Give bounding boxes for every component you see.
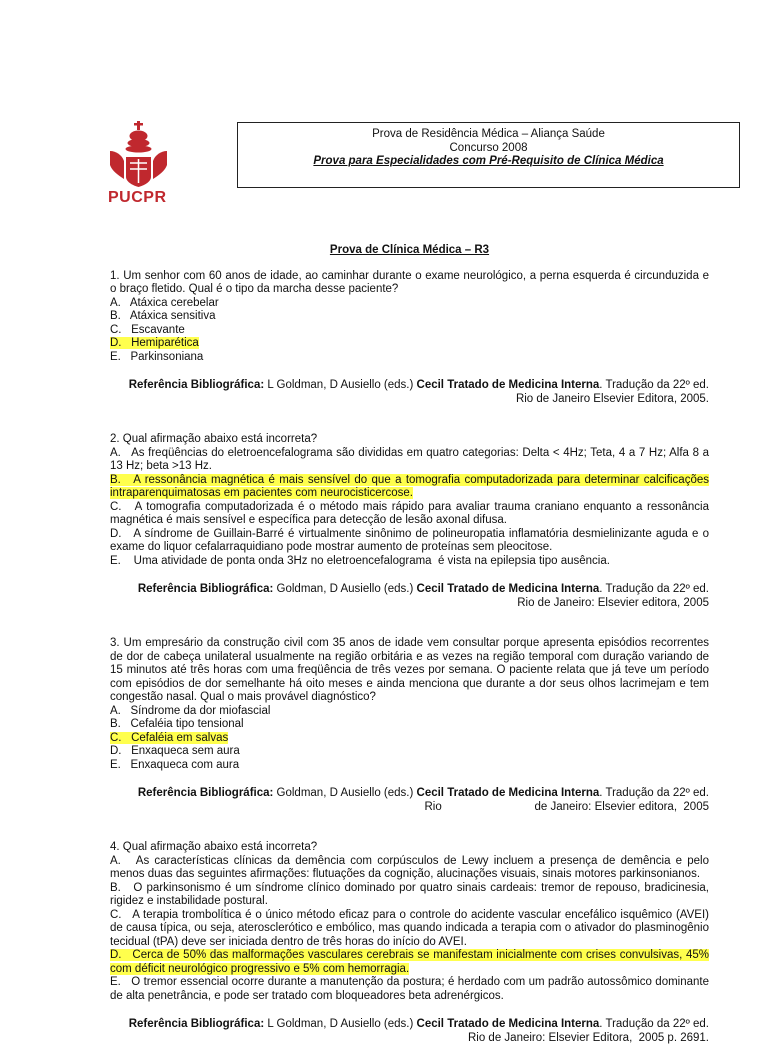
question-stem: 4. Qual afirmação abaixo está incorreta?: [110, 841, 318, 853]
reference-publisher: Rio de Janeiro: Elsevier editora, 2005: [517, 596, 709, 609]
highlighted-answer: D. Hemiparética: [110, 337, 199, 349]
option-d: D. A síndrome de Guillain-Barré é virtualmente sinônimo de polineuropatia inflamatória desmielinizante aguda e o exame do liquor cefalarraquidiano pode mostrar aumento de proteínas sem pleocitose.: [110, 527, 709, 553]
reference-book: Cecil Tratado de Medicina Interna: [416, 787, 600, 799]
reference-city: Rio: [424, 800, 442, 813]
header-line-2: Concurso 2008: [449, 141, 528, 154]
reference-label: Referência Bibliográfica:: [137, 787, 274, 799]
bibliographic-reference: [110, 787, 709, 814]
option-c: C. Escavante: [110, 323, 185, 336]
option-a: A. As freqüências do eletroencefalograma são divididas em quatro categorias: Delta < 4Hz; Teta, 4 a 7 Hz; Alfa 8 a 13 Hz; beta >13 Hz.: [110, 446, 709, 472]
option-c: C. A tomografia computadorizada é o método mais rápido para avaliar trauma craniano enquanto a ressonância magnética é mais sensível e específica para detecção de lesão axonal difusa.: [110, 500, 709, 526]
reference-authors: Goldman, D Ausiello (eds.): [273, 787, 417, 799]
reference-label: Referência Bibliográfica:: [137, 583, 274, 595]
option-a: A. Síndrome da dor miofascial: [110, 704, 271, 717]
reference-label: Referência Bibliográfica:: [128, 1018, 265, 1030]
reference-authors: L Goldman, D Ausiello (eds.): [264, 1018, 417, 1030]
reference-edition: . Tradução da 22º ed.: [599, 1018, 709, 1030]
reference-edition: . Tradução da 22º ed.: [599, 583, 709, 595]
option-b-answer: [110, 474, 709, 501]
option-b: B. Atáxica sensitiva: [110, 310, 216, 322]
question-4: [110, 841, 709, 1045]
reference-edition: . Tradução da 22º ed.: [599, 787, 709, 799]
reference-book: Cecil Tratado de Medicina Interna: [416, 583, 600, 595]
question-2: [110, 433, 709, 610]
bibliographic-reference: [110, 1018, 709, 1045]
question-3: [110, 637, 709, 814]
option-e: E. Uma atividade de ponta onda 3Hz no eletroencefalograma é vista na epilepsia tipo ausência.: [110, 554, 610, 567]
reference-label: Referência Bibliográfica:: [128, 379, 265, 391]
reference-publisher: Rio de Janeiro Elsevier Editora, 2005.: [515, 392, 709, 405]
exam-content: [110, 244, 709, 1045]
option-e: E. O tremor essencial ocorre durante a manutenção da postura; é herdado com um padrão autossômico dominante de alta penetrância, e pode ser tratado com bloqueadores beta adrenérgicos.: [110, 976, 709, 1002]
highlighted-answer: D. Cerca de 50% das malformações vasculares cerebrais se manifestam inicialmente com crises convulsivas, 45% com déficit neurológico progressivo e 5% com hemorragia.: [110, 949, 709, 975]
option-a: A. As características clínicas da demência com corpúsculos de Lewy incluem a presença de demência e pelo menos duas das seguintes afirmações: flutuações da cognição, alucinações visuais, sinais motores parkinsonianos.: [110, 854, 709, 880]
logo-text: PUCPR: [108, 189, 167, 206]
exam-header-box: [237, 122, 740, 188]
option-d-answer: [110, 337, 709, 351]
question-stem: 3. Um empresário da construção civil com 35 anos de idade vem consultar porque apresenta episódios recorrentes de dor de cabeça unilateral usualmente na região orbitária e as vezes na região temporal com duração variando de 15 minutos até três horas com uma freqüência de três vezes por semana. O paciente relata que já teve um período com episódios de dor semelhante há oito meses e ainda menciona que durante a dor seus olhos lacrimejam e tem congestão nasal. Qual o mais provável diagnóstico?: [110, 637, 709, 703]
question-stem: 2. Qual afirmação abaixo está incorreta?: [110, 433, 318, 445]
reference-book: Cecil Tratado de Medicina Interna: [416, 1018, 600, 1030]
bibliographic-reference: [110, 583, 709, 610]
option-b: B. Cefaléia tipo tensional: [110, 718, 244, 730]
option-b: B. O parkinsonismo é um síndrome clínico dominado por quatro sinais cardeais: tremor de repouso, bradicinesia, rigidez e instabilidade postural.: [110, 881, 709, 907]
question-1: [110, 270, 709, 407]
bibliographic-reference: [110, 379, 709, 406]
reference-authors: Goldman, D Ausiello (eds.): [273, 583, 417, 595]
highlighted-answer: B. A ressonância magnética é mais sensível do que a tomografia computadorizada para determinar calcificações intraparenquimatosas em pacientes com neurocisticercose.: [110, 473, 709, 499]
option-c-answer: [110, 732, 709, 746]
header-line-1: Prova de Residência Médica – Aliança Saúde: [372, 128, 605, 140]
option-c: C. A terapia trombolítica é o único método eficaz para o controle do acidente vascular encefálico isquêmico (AVEI) de causa típica, ou seja, aterosclerótico e embólico, mas quando indicada a terapia com o ativador do plasminogênio tecidual (tPA) deve ser iniciada dentro de três horas do início do AVEI.: [110, 908, 709, 948]
reference-edition: . Tradução da 22º ed.: [599, 379, 709, 391]
option-a: A. Atáxica cerebelar: [110, 296, 219, 309]
option-d: D. Enxaqueca sem aura: [110, 745, 240, 757]
option-e: E. Parkinsoniana: [110, 350, 204, 363]
exam-title: Prova de Clínica Médica – R3: [329, 244, 490, 256]
highlighted-answer: C. Cefaléia em salvas: [110, 731, 229, 744]
header-line-3: Prova para Especialidades com Pré-Requisito de Clínica Médica: [313, 155, 664, 167]
reference-authors: L Goldman, D Ausiello (eds.): [264, 379, 417, 391]
option-d-answer: [110, 949, 709, 976]
reference-publisher: Rio de Janeiro: Elsevier Editora, 2005 p. 2691.: [467, 1031, 709, 1044]
reference-book: Cecil Tratado de Medicina Interna: [416, 379, 600, 391]
reference-publisher: de Janeiro: Elsevier editora, 2005: [534, 800, 709, 813]
option-e: E. Enxaqueca com aura: [110, 758, 240, 771]
question-stem: 1. Um senhor com 60 anos de idade, ao caminhar durante o exame neurológico, a perna esquerda é circunduzida e o braço fletido. Qual é o tipo da marcha desse paciente?: [110, 269, 709, 295]
